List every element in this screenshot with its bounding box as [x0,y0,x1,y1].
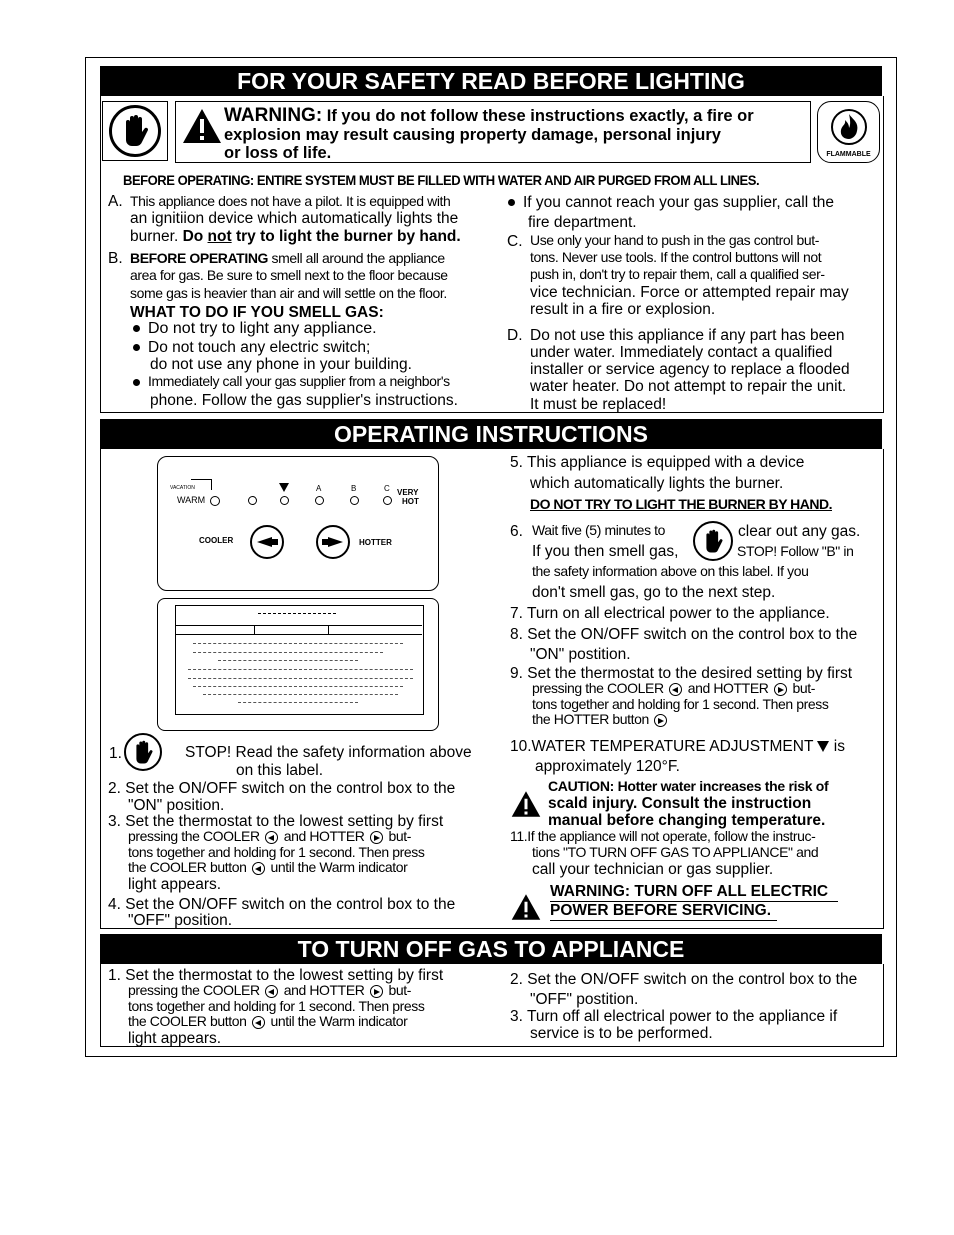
label-line [218,660,358,661]
hotter-button-icon [370,831,383,844]
smell-bullet-2-cont: do not use any phone in your building. [150,356,412,373]
step6-line2a: If you then smell gas, [532,543,679,560]
step10-line2: approximately 120°F. [535,758,680,775]
step3-cooler-text: pressing the COOLER [128,828,260,844]
off-step2-line2: "OFF" postition. [530,991,639,1008]
cooler-button-icon [252,862,265,875]
label-line [176,625,422,626]
step9-but: but- [792,680,816,696]
step9-line1: 9. Set the thermostat to the desired setting by first [510,665,853,682]
vacation-label: VACATION [170,485,195,491]
item-d-line2: under water. Immediately contact a qualified [530,344,833,361]
hotter-button-icon [370,985,383,998]
turn-off-header: TO TURN OFF GAS TO APPLIANCE [100,934,882,964]
label-line [188,669,413,670]
step10-text: 10.WATER TEMPERATURE ADJUSTMENT [510,738,814,755]
item-a-bold-end: try to light the burner by hand. [231,228,461,245]
item-a-bold: Do [182,228,208,245]
bullet-dot [133,344,140,351]
gas-supplier-text: If you cannot reach your gas supplier, call the [523,194,835,211]
gas-supplier-cont: fire department. [528,214,637,231]
label-line [238,702,358,703]
label-line [193,652,383,653]
step1-number: 1. [109,745,122,762]
step10-is: is [833,738,845,755]
setting-b-label: B [351,484,357,493]
off-hotter-text: and HOTTER [283,982,365,998]
indicator-dot [248,496,257,505]
cooler-button-icon [265,831,278,844]
item-a-line3 [130,228,461,245]
setting-c-label: C [384,484,390,493]
before-operating-notice: BEFORE OPERATING: ENTIRE SYSTEM MUST BE FILLED WITH WATER AND AIR PURGED FROM ALL LINES. [123,172,760,188]
warm-indicator [210,496,220,506]
smell-bullet-2 [133,339,370,356]
indicator-dot [350,496,359,505]
cooler-button-icon [669,683,682,696]
warning-line2: explosion may result causing property damage, personal injury [224,126,721,144]
off-cooler-text: pressing the COOLER [128,982,260,998]
step3-cooler-button-text: the COOLER button [128,859,247,875]
step3-warm-text: until the Warm indicator [270,859,408,875]
control-box-illustration [157,456,439,591]
item-c-line5: result in a fire or explosion. [530,301,716,318]
item-a-text: burner. [130,228,183,245]
item-d-line1: Do not use this appliance if any part has been [530,327,845,344]
step11-line2: tions "TO TURN OFF GAS TO APPLIANCE" and [532,844,819,860]
label-line [203,694,398,695]
operating-header: OPERATING INSTRUCTIONS [100,419,882,449]
item-a-letter: A. [108,193,123,210]
selected-arrow-icon [279,483,289,492]
caution-triangle-icon [511,790,541,818]
vacation-line [191,479,212,490]
item-b-line1 [130,251,445,267]
warning-line1: If you do not follow these instructions exactly, a fire or [326,107,754,125]
stop-hand-icon [124,733,162,771]
smell-bullet-3 [133,374,450,390]
item-d-line3: installer or service agency to replace a flooded [530,361,850,378]
cooler-button [250,525,284,559]
step3-line3: tons together and holding for 1 second. Then press [128,844,425,860]
step9-line3: tons together and holding for 1 second. Then press [532,696,829,712]
setting-a-label: A [316,484,322,493]
indicator-dot [280,496,289,505]
step6-line2b: STOP! Follow "B" in [737,543,854,559]
item-b-letter: B. [108,250,123,267]
step11-line1: 11.If the appliance will not operate, follow the instruc- [510,828,816,844]
warning-title: WARNING: [224,105,323,126]
step5-warning: DO NOT TRY TO LIGHT THE BURNER BY HAND. [530,496,832,512]
off-step1-line1: 1. Set the thermostat to the lowest setting by first [108,967,444,984]
label-illustration [157,598,439,731]
step11-line3: call your technician or gas supplier. [532,861,774,878]
step6-line1a: Wait five (5) minutes to [532,522,666,538]
step3-hotter-text: and HOTTER [283,828,365,844]
item-c-line4: vice technician. Force or attempted repair may [530,284,849,301]
cooler-label: COOLER [199,536,234,545]
step2-line1: 2. Set the ON/OFF switch on the control box to the [108,780,456,797]
step1-line2: on this label. [236,762,324,779]
off-step3-line2: service is to be performed. [530,1025,713,1042]
step5-line1: 5. This appliance is equipped with a device [510,454,805,471]
smell-bullet-3-text: Immediately call your gas supplier from a neighbor's [148,373,450,389]
bullet-dot [133,325,140,332]
smell-bullet-1-text: Do not try to light any appliance. [148,320,377,337]
selected-arrow-icon [817,741,829,752]
indicator-dot [383,496,392,505]
item-a-line2: an ignitiion device which automatically lights the [130,210,459,227]
power-warning-line1: WARNING: TURN OFF ALL ELECTRIC [550,883,838,902]
step1-line1: STOP! Read the safety information above [185,744,472,761]
caution-line2: scald injury. Consult the instruction [548,795,812,812]
warning-triangle-icon [511,893,541,921]
what-to-do-heading: WHAT TO DO IF YOU SMELL GAS: [130,304,384,321]
step9-line2 [532,681,815,697]
hotter-label: HOTTER [359,538,392,547]
smell-bullet-2-text: Do not touch any electric switch; [148,339,371,356]
off-but: but- [388,982,412,998]
step9-hotter-button-text: the HOTTER button [532,711,649,727]
item-d-letter: D. [507,327,523,344]
item-c-line3: push in, don't try to repair them, call a qualified ser- [530,266,825,282]
stop-hand-icon [693,521,733,561]
item-c-letter: C. [507,233,523,250]
off-warm-text: until the Warm indicator [270,1013,408,1029]
item-c-line1: Use only your hand to push in the gas control but- [530,232,819,248]
smell-bullet-1 [133,320,377,337]
item-d-line4: water heater. Do not attempt to repair the unit. [530,378,847,395]
step2-line2: "ON" position. [128,797,225,814]
item-b-line2: area for gas. Be sure to smell next to the floor because [130,267,448,283]
label-line [193,643,403,644]
off-step2-line1: 2. Set the ON/OFF switch on the control box to the [510,971,858,988]
step6-line1b: clear out any gas. [738,523,861,540]
caution-line1: CAUTION: Hotter water increases the risk of [548,778,829,794]
label-line [193,686,403,687]
step5-line2: which automatically lights the burner. [530,475,784,492]
step8-line1: 8. Set the ON/OFF switch on the control box to the [510,626,858,643]
step8-line2: "ON" postition. [530,646,631,663]
bullet-dot [508,199,515,206]
off-step3-line1: 3. Turn off all electrical power to the appliance if [510,1008,838,1025]
step10-line1 [510,738,845,755]
caution-line3: manual before changing temperature. [548,812,826,829]
off-step1-line4 [128,1014,407,1030]
item-d-line5: It must be replaced! [530,396,667,413]
off-step1-line3: tons together and holding for 1 second. Then press [128,998,425,1014]
smell-bullet-3-cont: phone. Follow the gas supplier's instructions. [150,392,458,409]
label-line [258,613,336,614]
hotter-button [316,525,350,559]
step7: 7. Turn on all electrical power to the appliance. [510,605,830,622]
step3-line5: light appears. [128,876,222,893]
cooler-button-icon [252,1016,265,1029]
step6-line3: the safety information above on this label. If you [532,563,809,579]
item-b-line3: some gas is heavier than air and will settle on the floor. [130,285,447,301]
item-a-not: not [207,228,232,245]
gas-supplier-bullet [508,194,834,211]
label-line [176,634,422,635]
power-warning-line2: POWER BEFORE SERVICING. [550,902,777,921]
safety-header: FOR YOUR SAFETY READ BEFORE LIGHTING [100,66,882,96]
hotter-button-icon [774,683,787,696]
item-c-line2: tons. Never use tools. If the control buttons will not [530,249,822,265]
cooler-button-icon [265,985,278,998]
step3-line2 [128,829,411,845]
step6-line4: don't smell gas, go to the next step. [532,584,776,601]
step3-line1: 3. Set the thermostat to the lowest setting by first [108,813,444,830]
step4-line1: 4. Set the ON/OFF switch on the control box to the [108,896,456,913]
item-a-line1: This appliance does not have a pilot. It is equipped with [130,193,451,209]
warning-line3: or loss of life. [224,144,332,162]
indicator-dot [315,496,324,505]
item-b-bold: BEFORE OPERATING [130,250,269,266]
hot-label: HOT [402,497,419,506]
step6-number: 6. [510,523,523,540]
label-line [188,678,413,679]
step3-line4 [128,860,407,876]
off-step1-line2 [128,983,411,999]
off-step1-line5: light appears. [128,1030,222,1047]
step9-hotter-text: and HOTTER [687,680,769,696]
step9-line4 [532,712,669,728]
warm-label: WARM [177,495,206,505]
flammable-label: FLAMMABLE [826,151,871,158]
label-line [328,625,329,634]
off-cooler-button-text: the COOLER button [128,1013,247,1029]
very-label: VERY [397,488,419,497]
hotter-button-icon [654,714,667,727]
step4-line2: "OFF" position. [128,912,233,929]
label-line [254,625,255,634]
bullet-dot [133,379,140,386]
item-b-rest: smell all around the appliance [268,250,445,266]
step9-cooler-text: pressing the COOLER [532,680,664,696]
step3-but: but- [388,828,412,844]
